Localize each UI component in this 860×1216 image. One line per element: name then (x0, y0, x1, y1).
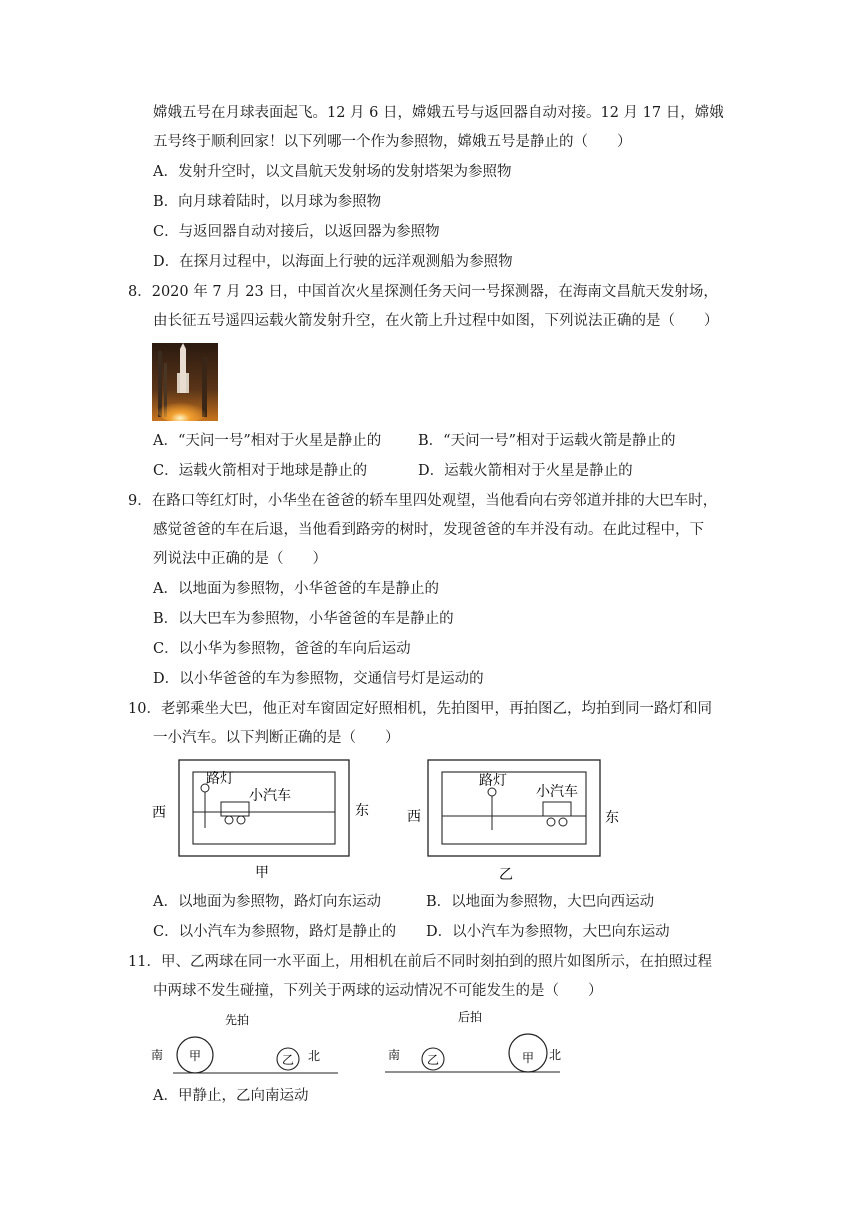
q8-option-b: B．“天问一号”相对于运载火箭是静止的 (418, 433, 676, 449)
ball-jia-first: 甲 (189, 1049, 202, 1063)
q10-option-b: B．以地面为参照物，大巴向西运动 (426, 894, 655, 910)
q9-option-b: B．以大巴车为参照物，小华爸爸的车是静止的 (153, 611, 454, 627)
south-label-first: 南 (151, 1048, 164, 1062)
q10-option-c: C．以小汽车为参照物，路灯是静止的 (153, 924, 397, 940)
q7-option-d: D．在探月过程中，以海面上行驶的远洋观测船为参照物 (153, 254, 513, 270)
q10-option-d: D．以小汽车为参照物，大巴向东运动 (426, 924, 670, 940)
west-label-jia: 西 (152, 805, 166, 821)
q8-stem-line1: 8．2020 年 7 月 23 日，中国首次火星探测任务天问一号探测器，在海南文昌航天发射场， (128, 284, 718, 300)
q8-option-c: C．运载火箭相对于地球是静止的 (153, 463, 368, 479)
q9-option-d: D．以小华爸爸的车为参照物，交通信号灯是运动的 (153, 671, 484, 687)
panel-jia (152, 760, 369, 881)
q7-option-b: B．向月球着陆时，以月球为参照物 (153, 194, 382, 210)
panel-yi (407, 760, 619, 883)
rocket-launch-photo (152, 343, 218, 421)
q11-figure (145, 1008, 585, 1078)
q7-stem-line2: 五号终于顺利回家！以下列哪一个作为参照物，嫦娥五号是静止的（ ） (153, 134, 632, 150)
q8-option-d: D．运载火箭相对于火星是静止的 (418, 463, 633, 479)
south-label-later: 南 (388, 1048, 401, 1062)
car-label-jia: 小汽车 (249, 788, 291, 804)
q10-figure (145, 752, 635, 884)
q10-stem-line2: 一小汽车。以下判断正确的是（ ） (153, 730, 400, 746)
q9-stem-line2: 感觉爸爸的车在后退，当他看到路旁的树时，发现爸爸的车并没有动。在此过程中，下 (153, 522, 704, 538)
q9-option-c: C．以小华为参照物，爸爸的车向后运动 (153, 641, 411, 657)
caption-jia: 甲 (255, 865, 269, 881)
lamp-label-yi: 路灯 (479, 773, 507, 789)
q8-option-a: A．“天问一号”相对于火星是静止的 (153, 433, 382, 449)
later-label: 后拍 (458, 1010, 483, 1024)
car-label-yi: 小汽车 (536, 784, 578, 800)
ball-yi-later: 乙 (427, 1053, 440, 1067)
q11-stem-line1: 11．甲、乙两球在同一水平面上，用相机在前后不同时刻拍到的照片如图所示，在拍照过程 (128, 954, 712, 970)
east-label-yi: 东 (605, 810, 619, 826)
ball-jia-later: 甲 (522, 1051, 535, 1065)
ball-yi-first: 乙 (282, 1053, 295, 1067)
q9-stem-line1: 9．在路口等红灯时，小华坐在爸爸的轿车里四处观望，当他看向右旁邻道并排的大巴车时， (128, 493, 718, 509)
q11-stem-line2: 中两球不发生碰撞，下列关于两球的运动情况不可能发生的是（ ） (153, 983, 603, 999)
lamp-label-jia: 路灯 (206, 771, 234, 787)
caption-yi: 乙 (499, 867, 513, 883)
north-label-later: 北 (549, 1048, 562, 1062)
north-label-first: 北 (308, 1049, 321, 1063)
q7-stem-line1: 嫦娥五号在月球表面起飞。12 月 6 日，嫦娥五号与返回器自动对接。12 月 17 日，嫦娥 (153, 105, 724, 121)
q9-option-a: A．以地面为参照物，小华爸爸的车是静止的 (153, 581, 439, 597)
first-label: 先拍 (225, 1013, 250, 1027)
east-label-jia: 东 (355, 803, 369, 819)
q9-stem-line3: 列说法中正确的是（ ） (153, 551, 327, 567)
q10-option-a: A．以地面为参照物，路灯向东运动 (153, 894, 381, 910)
west-label-yi: 西 (407, 809, 421, 825)
q11-option-a: A．甲静止，乙向南运动 (153, 1088, 309, 1104)
q7-option-a: A．发射升空时，以文昌航天发射场的发射塔架为参照物 (153, 164, 512, 180)
photo-first (151, 1012, 338, 1073)
q8-stem-line2: 由长征五号遥四运载火箭发射升空，在火箭上升过程中如图，下列说法正确的是（ ） (153, 313, 719, 329)
q7-option-c: C．与返回器自动对接后，以返回器为参照物 (153, 224, 440, 240)
photo-later (385, 1009, 561, 1072)
q10-stem-line1: 10．老郭乘坐大巴，他正对车窗固定好照相机，先拍图甲，再拍图乙，均拍到同一路灯和同 (128, 701, 712, 717)
